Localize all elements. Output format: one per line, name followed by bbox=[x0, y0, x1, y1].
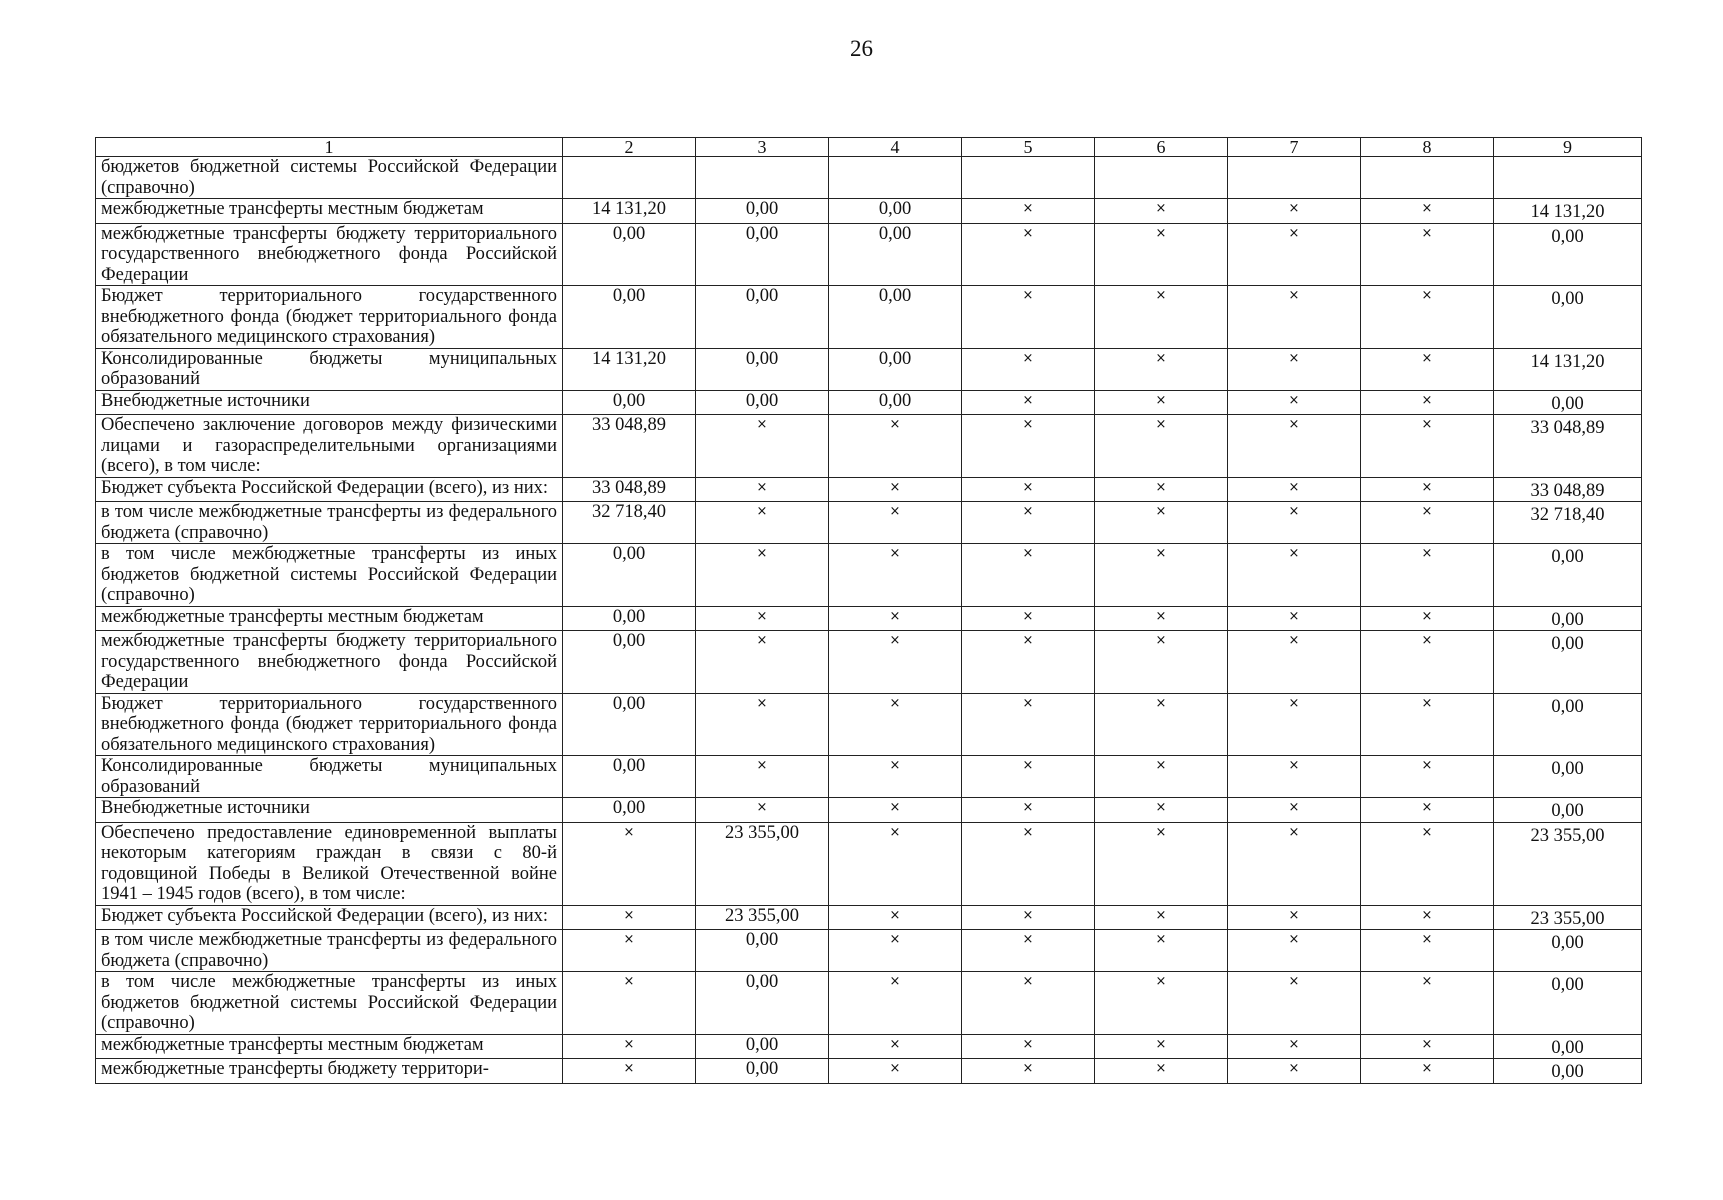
cell-value: × bbox=[829, 822, 962, 905]
cell-value: 14 131,20 bbox=[563, 199, 696, 224]
cell-value: × bbox=[1228, 972, 1361, 1035]
cell-value: × bbox=[1095, 1059, 1228, 1084]
cell-value: 0,00 bbox=[829, 390, 962, 415]
cell-value: × bbox=[829, 693, 962, 756]
cell-value: 0,00 bbox=[563, 286, 696, 349]
cell-value: × bbox=[1095, 286, 1228, 349]
cell-value: × bbox=[829, 972, 962, 1035]
cell-total: 0,00 bbox=[1494, 1059, 1642, 1084]
cell-value: 23 355,00 bbox=[696, 822, 829, 905]
cell-value: × bbox=[563, 930, 696, 972]
column-header-2: 2 bbox=[563, 138, 696, 157]
cell-value: × bbox=[1361, 477, 1494, 502]
cell-value: × bbox=[962, 905, 1095, 930]
cell-value: 0,00 bbox=[696, 930, 829, 972]
cell-value: × bbox=[829, 502, 962, 544]
cell-value: × bbox=[962, 972, 1095, 1035]
cell-value: × bbox=[1361, 631, 1494, 694]
row-description: межбюджетные трансферты местным бюджетам bbox=[96, 199, 563, 224]
cell-value: × bbox=[1361, 348, 1494, 390]
cell-value: × bbox=[1095, 1034, 1228, 1059]
cell-value: × bbox=[962, 502, 1095, 544]
table-row bbox=[96, 1034, 1642, 1059]
table-row bbox=[96, 756, 1642, 798]
row-description: Консолидированные бюджеты муниципальных образований bbox=[96, 756, 563, 798]
table-row bbox=[96, 905, 1642, 930]
cell-value: 0,00 bbox=[696, 286, 829, 349]
cell-value: × bbox=[829, 798, 962, 823]
cell-total: 0,00 bbox=[1494, 972, 1642, 1035]
cell-value: × bbox=[1095, 502, 1228, 544]
cell-value bbox=[563, 157, 696, 199]
cell-total: 0,00 bbox=[1494, 606, 1642, 631]
cell-value: × bbox=[1095, 199, 1228, 224]
cell-value: × bbox=[1228, 798, 1361, 823]
cell-total bbox=[1494, 157, 1642, 199]
table-row bbox=[96, 798, 1642, 823]
cell-value: × bbox=[696, 798, 829, 823]
cell-value: × bbox=[962, 348, 1095, 390]
cell-value: × bbox=[1228, 223, 1361, 286]
cell-value: × bbox=[1095, 477, 1228, 502]
cell-value: × bbox=[962, 286, 1095, 349]
cell-value: × bbox=[829, 756, 962, 798]
cell-value: × bbox=[1361, 502, 1494, 544]
table-row bbox=[96, 348, 1642, 390]
cell-value: × bbox=[563, 1059, 696, 1084]
cell-total: 14 131,20 bbox=[1494, 348, 1642, 390]
cell-value: 0,00 bbox=[696, 1034, 829, 1059]
table-row bbox=[96, 544, 1642, 607]
cell-value bbox=[1228, 157, 1361, 199]
cell-value: × bbox=[962, 477, 1095, 502]
row-description: межбюджетные трансферты бюджету территориального государственного внебюджетного фонда Российской Федерации bbox=[96, 223, 563, 286]
cell-total: 32 718,40 bbox=[1494, 502, 1642, 544]
row-description: Бюджет субъекта Российской Федерации (всего), из них: bbox=[96, 477, 563, 502]
cell-value bbox=[1361, 157, 1494, 199]
cell-value: × bbox=[1361, 544, 1494, 607]
cell-value: × bbox=[1095, 798, 1228, 823]
cell-value: 0,00 bbox=[696, 1059, 829, 1084]
row-description: Консолидированные бюджеты муниципальных образований bbox=[96, 348, 563, 390]
row-description: в том числе межбюджетные трансферты из федерального бюджета (справочно) bbox=[96, 502, 563, 544]
cell-value: × bbox=[829, 544, 962, 607]
row-description: бюджетов бюджетной системы Российской Федерации (справочно) bbox=[96, 157, 563, 199]
row-description: Внебюджетные источники bbox=[96, 798, 563, 823]
row-description: межбюджетные трансферты бюджету территори- bbox=[96, 1059, 563, 1084]
cell-value: 0,00 bbox=[696, 972, 829, 1035]
cell-value: × bbox=[829, 415, 962, 478]
cell-value: 0,00 bbox=[829, 348, 962, 390]
table-row bbox=[96, 223, 1642, 286]
cell-value: 0,00 bbox=[563, 756, 696, 798]
cell-value: × bbox=[1095, 415, 1228, 478]
cell-value: × bbox=[829, 930, 962, 972]
cell-value: × bbox=[1095, 544, 1228, 607]
cell-value: × bbox=[1228, 606, 1361, 631]
cell-value: × bbox=[962, 415, 1095, 478]
cell-value: × bbox=[1228, 415, 1361, 478]
cell-value: × bbox=[962, 756, 1095, 798]
row-description: в том числе межбюджетные трансферты из иных бюджетов бюджетной системы Российской Федерации (справочно) bbox=[96, 544, 563, 607]
cell-value: × bbox=[696, 606, 829, 631]
cell-value: × bbox=[1361, 693, 1494, 756]
cell-total: 14 131,20 bbox=[1494, 199, 1642, 224]
table-row bbox=[96, 415, 1642, 478]
table-row bbox=[96, 930, 1642, 972]
table-row bbox=[96, 631, 1642, 694]
cell-value: × bbox=[962, 223, 1095, 286]
column-header-4: 4 bbox=[829, 138, 962, 157]
cell-value: 33 048,89 bbox=[563, 415, 696, 478]
cell-total: 0,00 bbox=[1494, 798, 1642, 823]
cell-value: × bbox=[829, 1034, 962, 1059]
cell-value: 0,00 bbox=[563, 544, 696, 607]
cell-value: 0,00 bbox=[563, 798, 696, 823]
cell-value: × bbox=[696, 415, 829, 478]
cell-value: × bbox=[1095, 390, 1228, 415]
table-row bbox=[96, 606, 1642, 631]
cell-value: × bbox=[962, 798, 1095, 823]
cell-value: 0,00 bbox=[829, 286, 962, 349]
cell-total: 33 048,89 bbox=[1494, 415, 1642, 478]
cell-value: × bbox=[1095, 972, 1228, 1035]
table-row bbox=[96, 693, 1642, 756]
cell-value: × bbox=[1095, 348, 1228, 390]
table-row bbox=[96, 390, 1642, 415]
column-header-9: 9 bbox=[1494, 138, 1642, 157]
cell-value: × bbox=[1361, 972, 1494, 1035]
column-header-7: 7 bbox=[1228, 138, 1361, 157]
cell-value: 0,00 bbox=[563, 606, 696, 631]
cell-value: × bbox=[1361, 199, 1494, 224]
cell-value: × bbox=[1228, 693, 1361, 756]
table-row bbox=[96, 972, 1642, 1035]
cell-value: × bbox=[1361, 756, 1494, 798]
cell-value: × bbox=[962, 199, 1095, 224]
cell-value: × bbox=[1228, 502, 1361, 544]
cell-value: 0,00 bbox=[563, 693, 696, 756]
cell-value: × bbox=[829, 1059, 962, 1084]
cell-value: × bbox=[1095, 606, 1228, 631]
cell-total: 0,00 bbox=[1494, 930, 1642, 972]
cell-value: × bbox=[563, 905, 696, 930]
page-number: 26 bbox=[850, 36, 873, 61]
column-header-5: 5 bbox=[962, 138, 1095, 157]
table-row bbox=[96, 822, 1642, 905]
cell-value: × bbox=[1228, 905, 1361, 930]
cell-value: 0,00 bbox=[563, 223, 696, 286]
cell-total: 23 355,00 bbox=[1494, 822, 1642, 905]
cell-value: × bbox=[1228, 822, 1361, 905]
cell-value: × bbox=[1228, 1059, 1361, 1084]
cell-value: × bbox=[1361, 930, 1494, 972]
row-description: в том числе межбюджетные трансферты из федерального бюджета (справочно) bbox=[96, 930, 563, 972]
cell-value: × bbox=[962, 390, 1095, 415]
row-description: межбюджетные трансферты местным бюджетам bbox=[96, 1034, 563, 1059]
cell-total: 0,00 bbox=[1494, 223, 1642, 286]
table-row bbox=[96, 477, 1642, 502]
table-row bbox=[96, 286, 1642, 349]
cell-value: 0,00 bbox=[696, 348, 829, 390]
cell-value bbox=[1095, 157, 1228, 199]
table-header-row bbox=[96, 138, 1642, 157]
cell-total: 0,00 bbox=[1494, 1034, 1642, 1059]
cell-value: 32 718,40 bbox=[563, 502, 696, 544]
cell-value: × bbox=[696, 502, 829, 544]
cell-value: × bbox=[1228, 631, 1361, 694]
cell-value: × bbox=[1095, 905, 1228, 930]
table-row bbox=[96, 502, 1642, 544]
cell-total: 0,00 bbox=[1494, 631, 1642, 694]
cell-value: × bbox=[1361, 1034, 1494, 1059]
cell-value: × bbox=[1228, 286, 1361, 349]
cell-value: × bbox=[1361, 390, 1494, 415]
cell-value: 0,00 bbox=[563, 390, 696, 415]
cell-value: × bbox=[962, 1034, 1095, 1059]
cell-total: 33 048,89 bbox=[1494, 477, 1642, 502]
cell-value: × bbox=[962, 822, 1095, 905]
column-header-3: 3 bbox=[696, 138, 829, 157]
row-description: Обеспечено предоставление единовременной выплаты некоторым категориям граждан в связи с 80-й годовщиной Победы в Великой Отечественной войне 1941 – 1945 годов (всего), в том числе: bbox=[96, 822, 563, 905]
cell-value: × bbox=[962, 631, 1095, 694]
cell-total: 0,00 bbox=[1494, 390, 1642, 415]
cell-value bbox=[962, 157, 1095, 199]
cell-value: × bbox=[1228, 199, 1361, 224]
column-header-1: 1 bbox=[96, 138, 563, 157]
cell-value: × bbox=[1095, 756, 1228, 798]
cell-value: × bbox=[829, 905, 962, 930]
cell-value: × bbox=[1361, 286, 1494, 349]
cell-value: × bbox=[1361, 606, 1494, 631]
cell-value: 0,00 bbox=[563, 631, 696, 694]
cell-total: 0,00 bbox=[1494, 544, 1642, 607]
cell-value: × bbox=[696, 477, 829, 502]
column-header-8: 8 bbox=[1361, 138, 1494, 157]
cell-value: × bbox=[1361, 905, 1494, 930]
cell-value: × bbox=[1228, 756, 1361, 798]
cell-value: × bbox=[1095, 693, 1228, 756]
table-row bbox=[96, 199, 1642, 224]
cell-value: 33 048,89 bbox=[563, 477, 696, 502]
cell-value: 0,00 bbox=[829, 223, 962, 286]
row-description: в том числе межбюджетные трансферты из иных бюджетов бюджетной системы Российской Федерации (справочно) bbox=[96, 972, 563, 1035]
cell-value bbox=[829, 157, 962, 199]
table-row bbox=[96, 1059, 1642, 1084]
cell-value: × bbox=[696, 544, 829, 607]
cell-value: × bbox=[1361, 223, 1494, 286]
cell-value: 14 131,20 bbox=[563, 348, 696, 390]
row-description: Бюджет субъекта Российской Федерации (всего), из них: bbox=[96, 905, 563, 930]
cell-value: × bbox=[1228, 477, 1361, 502]
cell-value: 0,00 bbox=[696, 199, 829, 224]
cell-value: × bbox=[563, 822, 696, 905]
cell-value: × bbox=[1095, 930, 1228, 972]
row-description: межбюджетные трансферты бюджету территориального государственного внебюджетного фонда Российской Федерации bbox=[96, 631, 563, 694]
cell-value: × bbox=[1228, 1034, 1361, 1059]
cell-value: × bbox=[563, 1034, 696, 1059]
cell-value: 0,00 bbox=[696, 223, 829, 286]
row-description: Бюджет территориального государственного внебюджетного фонда (бюджет территориального фонда обязательного медицинского страхования) bbox=[96, 693, 563, 756]
cell-value: × bbox=[696, 756, 829, 798]
cell-value: × bbox=[962, 930, 1095, 972]
cell-value: × bbox=[1228, 930, 1361, 972]
row-description: межбюджетные трансферты местным бюджетам bbox=[96, 606, 563, 631]
cell-value: × bbox=[1095, 223, 1228, 286]
cell-value: × bbox=[696, 631, 829, 694]
cell-value: 0,00 bbox=[696, 390, 829, 415]
cell-value: × bbox=[696, 693, 829, 756]
row-description: Бюджет территориального государственного внебюджетного фонда (бюджет территориального фонда обязательного медицинского страхования) bbox=[96, 286, 563, 349]
cell-total: 23 355,00 bbox=[1494, 905, 1642, 930]
cell-value: × bbox=[962, 1059, 1095, 1084]
cell-value: × bbox=[1095, 822, 1228, 905]
cell-total: 0,00 bbox=[1494, 756, 1642, 798]
cell-value: × bbox=[829, 631, 962, 694]
cell-value: × bbox=[1361, 415, 1494, 478]
cell-value: × bbox=[1361, 798, 1494, 823]
cell-value bbox=[696, 157, 829, 199]
cell-value: × bbox=[1095, 631, 1228, 694]
cell-value: × bbox=[962, 606, 1095, 631]
cell-value: × bbox=[1228, 544, 1361, 607]
cell-total: 0,00 bbox=[1494, 286, 1642, 349]
cell-value: × bbox=[1228, 390, 1361, 415]
cell-value: × bbox=[829, 606, 962, 631]
budget-table bbox=[95, 137, 1641, 1084]
row-description: Обеспечено заключение договоров между физическими лицами и газораспределительными организациями (всего), в том числе: bbox=[96, 415, 563, 478]
cell-value: × bbox=[962, 544, 1095, 607]
column-header-6: 6 bbox=[1095, 138, 1228, 157]
cell-value: 0,00 bbox=[829, 199, 962, 224]
cell-value: × bbox=[563, 972, 696, 1035]
cell-value: × bbox=[1361, 1059, 1494, 1084]
row-description: Внебюджетные источники bbox=[96, 390, 563, 415]
cell-value: × bbox=[1361, 822, 1494, 905]
cell-value: 23 355,00 bbox=[696, 905, 829, 930]
table-row bbox=[96, 157, 1642, 199]
cell-value: × bbox=[1228, 348, 1361, 390]
cell-total: 0,00 bbox=[1494, 693, 1642, 756]
cell-value: × bbox=[829, 477, 962, 502]
cell-value: × bbox=[962, 693, 1095, 756]
